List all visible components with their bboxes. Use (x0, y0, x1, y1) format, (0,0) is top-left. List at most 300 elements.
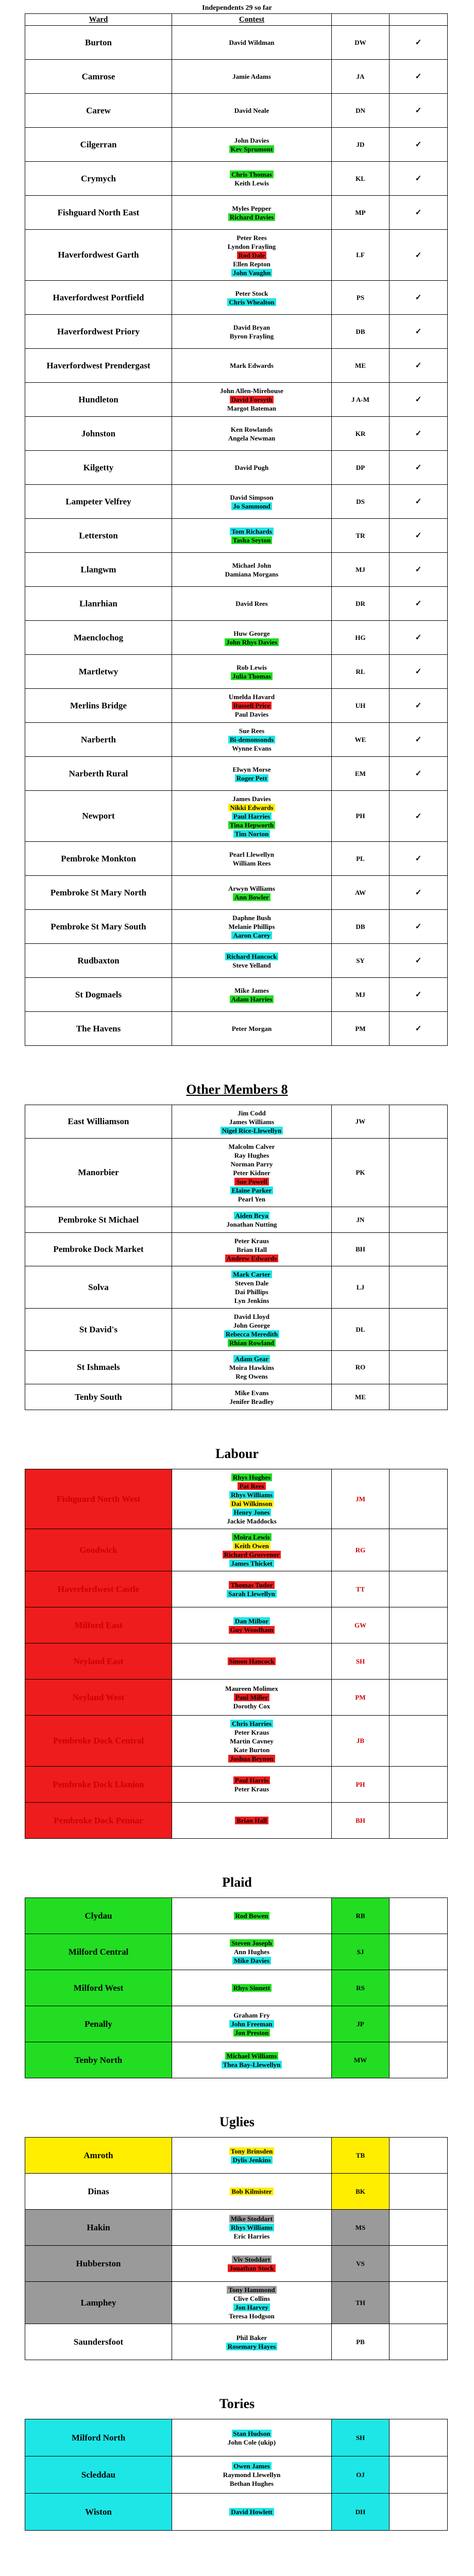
contest-cell (172, 162, 332, 196)
winner-code: RB (332, 1898, 390, 1934)
candidate-name: Clive Collins (233, 2294, 270, 2302)
candidate-name: Julia Thomas (231, 672, 273, 680)
contest-cell (172, 519, 332, 553)
table-row (25, 1643, 448, 1680)
ward-name: Haverfordwest Priory (25, 315, 172, 349)
tick-mark: ✓ (390, 842, 448, 876)
table-row (25, 2324, 448, 2360)
candidate-name: Byron Frayling (229, 332, 274, 340)
ward-name: Newport (25, 791, 172, 842)
candidate-name: Keith Owen (233, 1542, 270, 1550)
ward-name: The Havens (25, 1012, 172, 1046)
candidate-name: John Cole (ukip) (227, 2438, 276, 2446)
ward-name: Dinas (25, 2174, 172, 2210)
table-row (25, 1970, 448, 2006)
candidate-name: Bob Kilmister (230, 2188, 273, 2195)
candidate-name: Ann Bowler (233, 893, 270, 901)
winner-code: MJ (332, 978, 390, 1012)
table-row (25, 128, 448, 162)
table-row (25, 587, 448, 621)
ward-name: Pembroke Dock Central (25, 1716, 172, 1767)
winner-code: EM (332, 757, 390, 791)
candidate-name: Graham Fry (233, 2011, 270, 2019)
contest-cell (172, 2419, 332, 2456)
winner-code: JP (332, 2006, 390, 2042)
candidate-name: Peter Stock (235, 289, 268, 297)
contest-cell (172, 2042, 332, 2078)
ward-name: Llangwm (25, 553, 172, 587)
candidate-name: James Williams (229, 1117, 275, 1126)
empty-cell (390, 2006, 448, 2042)
tick-mark: ✓ (390, 910, 448, 944)
candidate-name: Elaine Parker (230, 1187, 274, 1194)
contest-cell (172, 723, 332, 757)
table-row (25, 1716, 448, 1767)
empty-cell (390, 2138, 448, 2174)
candidate-name: Sue Powell (234, 1178, 268, 1185)
empty-cell (390, 1680, 448, 1716)
winner-code: PL (332, 842, 390, 876)
ward-name: Merlins Bridge (25, 689, 172, 723)
empty-cell (390, 1934, 448, 1970)
candidate-name: Tony Hammond (227, 2286, 276, 2294)
table-row (25, 349, 448, 383)
empty-cell (390, 1139, 448, 1207)
candidate-name: Moira Lewis (232, 1533, 271, 1541)
contest-cell (172, 2282, 332, 2324)
winner-code: DB (332, 315, 390, 349)
uglies-table (25, 2137, 448, 2360)
table-row (25, 2494, 448, 2531)
candidate-name: Moira Hawkins (229, 1363, 275, 1371)
table-row (25, 723, 448, 757)
tick-mark: ✓ (390, 655, 448, 689)
empty-cell (390, 1571, 448, 1607)
candidate-name: Wynne Evans (232, 744, 272, 752)
tories-title: Tories (219, 2396, 255, 2411)
ward-name: Penally (25, 2006, 172, 2042)
table-row (25, 26, 448, 60)
tick-mark: ✓ (390, 876, 448, 910)
contest-cell (172, 1934, 332, 1970)
winner-code: J A-M (332, 383, 390, 417)
plaid-title: Plaid (222, 1875, 252, 1890)
winner-code: UH (332, 689, 390, 723)
ward-name: Pembroke Monkton (25, 842, 172, 876)
ward-name: Johnston (25, 417, 172, 451)
candidate-name: John Rhys Davies (225, 638, 279, 646)
candidate-name: Peter Kidner (233, 1168, 270, 1177)
candidate-name: Russell Price (232, 702, 272, 709)
candidate-name: Chris Thomas (230, 171, 274, 178)
winner-code: SH (332, 2419, 390, 2456)
uglies-title: Uglies (219, 2114, 255, 2129)
candidate-name: Rhys Williams (229, 1491, 274, 1499)
candidate-name: Michael Williams (225, 2052, 278, 2060)
table-row (25, 2006, 448, 2042)
candidate-name: Richard Grosvenor (223, 1551, 281, 1558)
winner-code: PS (332, 281, 390, 315)
contest-cell (172, 196, 332, 230)
winner-code: PM (332, 1012, 390, 1046)
candidate-name: Owen James (232, 2462, 271, 2470)
winner-code: OJ (332, 2456, 390, 2494)
winner-code: DL (332, 1309, 390, 1351)
winner-code: DW (332, 26, 390, 60)
contest-cell (172, 689, 332, 723)
candidate-name: David Neale (234, 107, 269, 114)
candidate-name: Brian Hall (236, 1245, 267, 1253)
winner-code: LJ (332, 1266, 390, 1309)
candidate-name: Chris Harries (230, 1720, 273, 1727)
table-row (25, 1351, 448, 1384)
winner-code: LF (332, 230, 390, 281)
contest-cell (172, 2324, 332, 2360)
ward-name: East Williamson (25, 1105, 172, 1139)
winner-code: SY (332, 944, 390, 978)
contest-cell (172, 1012, 332, 1046)
empty-cell (390, 1716, 448, 1767)
empty-cell (390, 1266, 448, 1309)
table-row (25, 1012, 448, 1046)
empty-cell (390, 1309, 448, 1351)
empty-cell (390, 1469, 448, 1529)
candidate-name: Rhian Rowland (228, 1339, 276, 1347)
candidate-name: Dai Wilkinson (230, 1500, 274, 1507)
candidate-name: Tim Norton (233, 830, 270, 838)
contest-cell (172, 1105, 332, 1139)
candidate-name: Tom Richards (230, 528, 274, 535)
winner-code: JB (332, 1716, 390, 1767)
candidate-name: John Freeman (229, 2020, 274, 2028)
table-row (25, 196, 448, 230)
candidate-name: David Forsyth (230, 396, 274, 403)
ward-name: St Ishmaels (25, 1351, 172, 1384)
candidate-name: Thea Bay-Llewellyn (222, 2061, 282, 2069)
winner-code: TR (332, 519, 390, 553)
candidate-name: Reg Owens (235, 1372, 268, 1380)
candidate-name: Dai Phillips (235, 1287, 268, 1296)
table-row (25, 944, 448, 978)
winner-code: MW (332, 2042, 390, 2078)
candidate-name: Tina Hepworth (228, 821, 275, 829)
winner-code: AW (332, 876, 390, 910)
candidate-name: Jon Preston (233, 2029, 270, 2037)
table-row (25, 791, 448, 842)
contest-cell (172, 978, 332, 1012)
candidate-name: Myles Pepper (232, 204, 272, 212)
ward-name: Narberth (25, 723, 172, 757)
winner-code: BK (332, 2174, 390, 2210)
candidate-name: Nigel Rice-Llewellyn (221, 1127, 283, 1134)
winner-code: JM (332, 1469, 390, 1529)
ward-name: St David's (25, 1309, 172, 1351)
candidate-name: Tasha Seyton (231, 536, 273, 544)
candidate-name: Richard Davies (228, 213, 276, 221)
ward-name: Lamphey (25, 2282, 172, 2324)
candidate-name: Ann Hughes (234, 1948, 269, 1956)
ward-name: Haverfordwest Portfield (25, 281, 172, 315)
contest-cell (172, 383, 332, 417)
tick-mark: ✓ (390, 315, 448, 349)
labour-title: Labour (215, 1446, 259, 1461)
candidate-name: Michael John (232, 561, 272, 569)
table-row (25, 281, 448, 315)
tick-mark: ✓ (390, 281, 448, 315)
winner-code: HG (332, 621, 390, 655)
candidate-name: Pearl Llewellyn (229, 850, 274, 858)
ward-name: Pembroke St Michael (25, 1207, 172, 1233)
contest-cell (172, 2006, 332, 2042)
table-row (25, 485, 448, 519)
empty-cell (390, 2324, 448, 2360)
winner-code: DB (332, 910, 390, 944)
candidate-name: Melanie Phillips (228, 923, 275, 930)
candidate-name: John Davies (234, 136, 269, 144)
winner-code: PH (332, 791, 390, 842)
ward-name: Haverfordwest Garth (25, 230, 172, 281)
candidate-name: Simon Hancock (228, 1657, 276, 1665)
contest-cell (172, 349, 332, 383)
table-row (25, 2042, 448, 2078)
table-row (25, 757, 448, 791)
ward-name: Crymych (25, 162, 172, 196)
winner-code: MJ (332, 553, 390, 587)
winner-code: WE (332, 723, 390, 757)
winner-code: TT (332, 1571, 390, 1607)
contest-cell (172, 417, 332, 451)
candidate-name: Peter Kraus (234, 1785, 269, 1793)
tick-mark: ✓ (390, 689, 448, 723)
ward-name: Neyland East (25, 1643, 172, 1680)
contest-cell (172, 553, 332, 587)
table-row (25, 1607, 448, 1643)
empty-cell (390, 1207, 448, 1233)
table-row (25, 910, 448, 944)
candidate-name: Raymond Llewellyn (223, 2471, 281, 2479)
candidate-name: Paul Davies (234, 710, 269, 718)
tick-mark: ✓ (390, 230, 448, 281)
table-row (25, 1934, 448, 1970)
candidate-name: Mark Edwards (230, 362, 274, 369)
candidate-name: Sarah Llewellyn (227, 1590, 277, 1598)
winner-code: BH (332, 1233, 390, 1266)
candidate-name: Dorothy Cox (233, 1702, 270, 1710)
table-row (25, 60, 448, 94)
candidate-name: Margot Bateman (227, 404, 276, 412)
candidate-name: Ray Hughes (234, 1151, 269, 1159)
ward-name: Haverfordwest Castle (25, 1571, 172, 1607)
other-members-table (25, 1105, 448, 1410)
winner-code: ME (332, 349, 390, 383)
candidate-name: Mark Carter (231, 1270, 272, 1278)
ward-name: Pembroke St Mary North (25, 876, 172, 910)
tick-mark: ✓ (390, 723, 448, 757)
tick-mark: ✓ (390, 587, 448, 621)
candidate-name: Rhys Sinnett (232, 1984, 272, 1992)
empty-cell (390, 1970, 448, 2006)
candidate-name: William Rees (232, 859, 271, 867)
tick-mark: ✓ (390, 349, 448, 383)
candidate-name: Kate Burton (233, 1745, 270, 1754)
ward-name: Manorbier (25, 1139, 172, 1207)
candidate-name: Bi-demonsonds (228, 736, 275, 743)
candidate-name: Huw George (233, 629, 270, 637)
ward-name: Haverfordwest Prendergast (25, 349, 172, 383)
ward-name: Tenby North (25, 2042, 172, 2078)
candidate-name: Jenifer Bradley (229, 1397, 274, 1405)
tick-mark: ✓ (390, 944, 448, 978)
contest-cell (172, 2494, 332, 2531)
empty-cell (390, 1898, 448, 1934)
ward-name: Solva (25, 1266, 172, 1309)
winner-code: PK (332, 1139, 390, 1207)
empty-cell (390, 2456, 448, 2494)
candidate-name: Norman Parry (230, 1160, 273, 1168)
contest-cell (172, 2246, 332, 2282)
tick-mark: ✓ (390, 553, 448, 587)
contest-cell (172, 1384, 332, 1410)
empty-cell (390, 1105, 448, 1139)
ward-name: Cilgerran (25, 128, 172, 162)
contest-cell (172, 60, 332, 94)
candidate-name: Jamie Adams (232, 73, 271, 80)
candidate-name: Mike Davies (232, 1957, 271, 1964)
candidate-name: Nikki Edwards (228, 804, 275, 811)
ward-name: Camrose (25, 60, 172, 94)
candidate-name: Jim Codd (238, 1109, 266, 1117)
winner-code: MP (332, 196, 390, 230)
table-row (25, 1898, 448, 1934)
ward-name: Maenclochog (25, 621, 172, 655)
table-row (25, 1803, 448, 1839)
candidate-name: Eric Harries (233, 2232, 270, 2240)
empty-cell (390, 1643, 448, 1680)
tick-mark: ✓ (390, 162, 448, 196)
contest-cell (172, 1351, 332, 1384)
table-row (25, 2174, 448, 2210)
candidate-name: Angela Newman (228, 434, 276, 442)
contest-cell (172, 26, 332, 60)
candidate-name: Adam Gear (233, 1355, 270, 1363)
contest-header: Contest (172, 14, 332, 26)
candidate-name: Peter Rees (236, 233, 267, 242)
contest-cell (172, 485, 332, 519)
candidate-name: Pearl Yen (238, 1195, 266, 1203)
ward-header: Ward (25, 14, 172, 26)
contest-cell (172, 94, 332, 128)
ward-name: Scleddau (25, 2456, 172, 2494)
empty-cell (390, 1351, 448, 1384)
table-row (25, 162, 448, 196)
winner-code: KL (332, 162, 390, 196)
ward-name: Wiston (25, 2494, 172, 2531)
candidate-name: Jackie Maddocks (227, 1517, 277, 1525)
contest-cell (172, 1139, 332, 1207)
candidate-name: Rosemary Hayes (226, 2343, 278, 2350)
candidate-name: James Davies (232, 794, 271, 803)
ward-name: Lampeter Velfrey (25, 485, 172, 519)
contest-cell (172, 451, 332, 485)
tick-mark: ✓ (390, 621, 448, 655)
candidate-name: Rhys Hughes (231, 1473, 272, 1481)
candidate-name: Jon Harvey (233, 2303, 270, 2311)
candidate-name: Ellen Repton (233, 260, 270, 268)
candidate-name: Peter Kraus (234, 1236, 269, 1245)
winner-code: DH (332, 2494, 390, 2531)
candidate-name: James Thicket (229, 1560, 274, 1567)
table-row (25, 553, 448, 587)
table-row (25, 2456, 448, 2494)
candidate-name: David Howlett (229, 2508, 274, 2516)
candidate-name: Peter Morgan (231, 1025, 272, 1032)
ward-name: Letterston (25, 519, 172, 553)
other-members-title: Other Members 8 (186, 1082, 288, 1097)
table-row (25, 94, 448, 128)
tick-mark: ✓ (390, 978, 448, 1012)
table-row (25, 2246, 448, 2282)
candidate-name: Lyndon Frayling (227, 242, 276, 250)
ward-name: Amroth (25, 2138, 172, 2174)
contest-cell (172, 1716, 332, 1767)
empty-cell (390, 2246, 448, 2282)
contest-cell (172, 2210, 332, 2246)
ward-name: Llanrhian (25, 587, 172, 621)
table-row (25, 230, 448, 281)
candidate-name: Adam Harries (230, 995, 274, 1003)
table-row (25, 1571, 448, 1607)
contest-cell (172, 1643, 332, 1680)
candidate-name: Phil Baker (236, 2333, 267, 2342)
contest-cell (172, 587, 332, 621)
table-row (25, 2282, 448, 2324)
candidate-name: Steven Joseph (230, 1939, 273, 1947)
table-row (25, 519, 448, 553)
ward-name: Hakin (25, 2210, 172, 2246)
candidate-name: Viv Stoddart (232, 2256, 272, 2263)
tick-mark: ✓ (390, 94, 448, 128)
tick-mark: ✓ (390, 60, 448, 94)
candidate-name: Umelda Havard (228, 693, 275, 701)
winner-code: TB (332, 2138, 390, 2174)
candidate-name: Teresa Hodgson (229, 2312, 275, 2320)
candidate-name: Henry Jones (232, 1509, 272, 1516)
table-row (25, 1233, 448, 1266)
contest-cell (172, 621, 332, 655)
contest-cell (172, 1898, 332, 1934)
candidate-name: David Pugh (234, 464, 269, 471)
tories-table (25, 2419, 448, 2531)
empty-cell (390, 2210, 448, 2246)
table-row (25, 1469, 448, 1529)
candidate-name: Dylis Jenkins (231, 2156, 272, 2164)
candidate-name: Chris Whealton (227, 298, 276, 306)
contest-cell (172, 2138, 332, 2174)
winner-code: PB (332, 2324, 390, 2360)
table-row (25, 315, 448, 349)
winner-code: MS (332, 2210, 390, 2246)
empty-cell (390, 1607, 448, 1643)
winner-code: ME (332, 1384, 390, 1410)
winner-code: TH (332, 2282, 390, 2324)
winner-code: DP (332, 451, 390, 485)
contest-cell (172, 1803, 332, 1839)
ward-name: Goodwick (25, 1529, 172, 1571)
ward-name: Pembroke St Mary South (25, 910, 172, 944)
tick-mark: ✓ (390, 383, 448, 417)
winner-code: SH (332, 1643, 390, 1680)
candidate-name: Steve Yelland (232, 961, 271, 969)
